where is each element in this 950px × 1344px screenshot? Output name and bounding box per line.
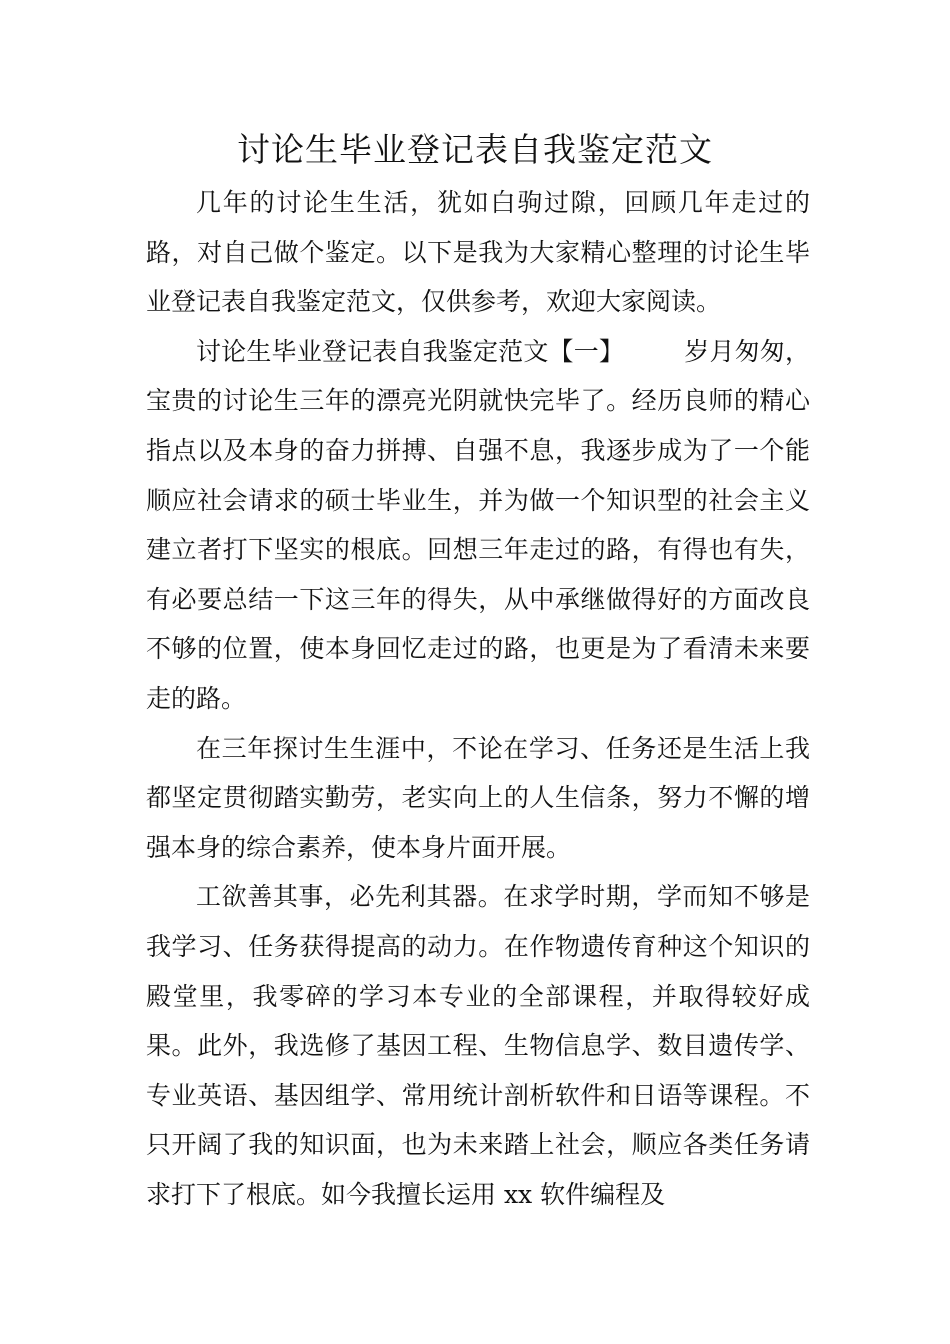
document-title: 讨论生毕业登记表自我鉴定范文: [237, 130, 713, 169]
paragraph-section-one: [146, 327, 810, 724]
paragraph-study-life: 在三年探讨生生涯中，不论在学习、任务还是生活上我都坚定贯彻踏实勤劳，老实向上的人生信条，努力不懈的增强本身的综合素养，使本身片面开展。: [146, 733, 810, 862]
document-body: [146, 178, 810, 1219]
section-one-heading: 讨论生毕业登记表自我鉴定范文【一】: [196, 336, 625, 366]
section-one-text: 岁月匆匆，宝贵的讨论生三年的漂亮光阴就快完毕了。经历良师的精心指点以及本身的奋力拼搏、自强不息，我逐步成为了一个能顺应社会请求的硕士毕业生，并为做一个知识型的社会主义建立者打下坚实的根底。回想三年走过的路，有得也有失，有必要总结一下这三年的得失，从中承继做得好的方面改良不够的位置，使本身回忆走过的路，也更是为了看清未来要走的路。: [146, 336, 810, 713]
paragraph-intro: 几年的讨论生生活，犹如白驹过隙，回顾几年走过的路，对自己做个鉴定。以下是我为大家精心整理的讨论生毕业登记表自我鉴定范文，仅供参考，欢迎大家阅读。: [146, 188, 810, 317]
paragraph-learning: 工欲善其事，必先利其器。在求学时期，学而知不够是我学习、任务获得提高的动力。在作物遗传育种这个知识的殿堂里，我零碎的学习本专业的全部课程，并取得较好成果。此外，我选修了基因工程、生物信息学、数目遗传学、专业英语、基因组学、常用统计剖析软件和日语等课程。不只开阔了我的知识面，也为未来踏上社会，顺应各类任务请求打下了根底。如今我擅长运用 xx 软件编程及: [146, 882, 810, 1209]
